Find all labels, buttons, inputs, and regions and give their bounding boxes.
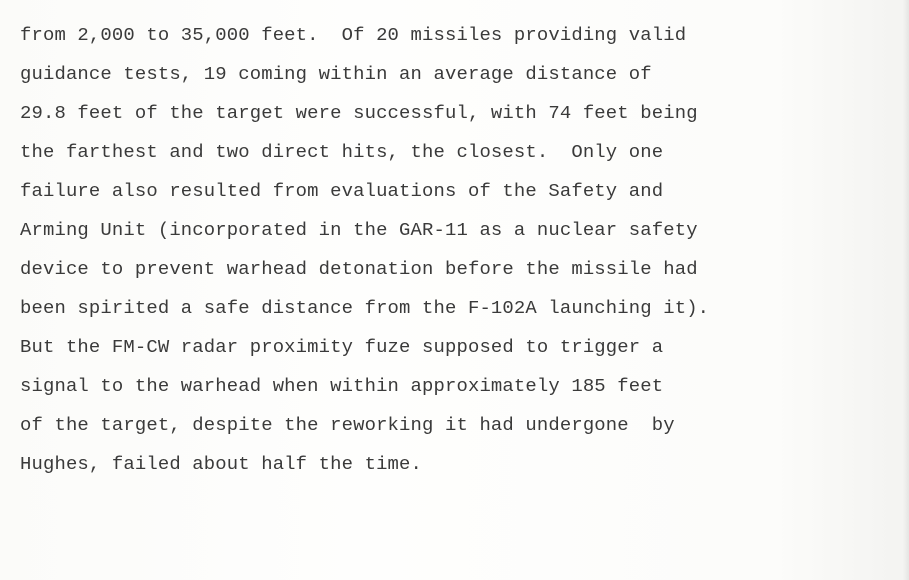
text-line-7: device to prevent warhead detonation before the missile had xyxy=(20,258,698,280)
text-line-3: 29.8 feet of the target were successful, with 74 feet being xyxy=(20,102,698,124)
text-line-6: Arming Unit (incorporated in the GAR-11 as a nuclear safety xyxy=(20,219,698,241)
text-line-5: failure also resulted from evaluations of the Safety and xyxy=(20,180,664,202)
text-line-8: been spirited a safe distance from the F-102A launching it). xyxy=(20,297,710,319)
body-text xyxy=(20,16,900,484)
text-line-12: Hughes, failed about half the time. xyxy=(20,453,423,475)
text-line-4: the farthest and two direct hits, the closest. Only one xyxy=(20,141,664,163)
text-line-10: signal to the warhead when within approximately 185 feet xyxy=(20,375,664,397)
text-line-2: guidance tests, 19 coming within an average distance of xyxy=(20,63,652,85)
text-line-11: of the target, despite the reworking it had undergone by xyxy=(20,414,675,436)
page-edge-shadow xyxy=(903,0,909,580)
text-line-1: from 2,000 to 35,000 feet. Of 20 missiles providing valid xyxy=(20,24,687,46)
text-line-9: But the FM-CW radar proximity fuze supposed to trigger a xyxy=(20,336,664,358)
